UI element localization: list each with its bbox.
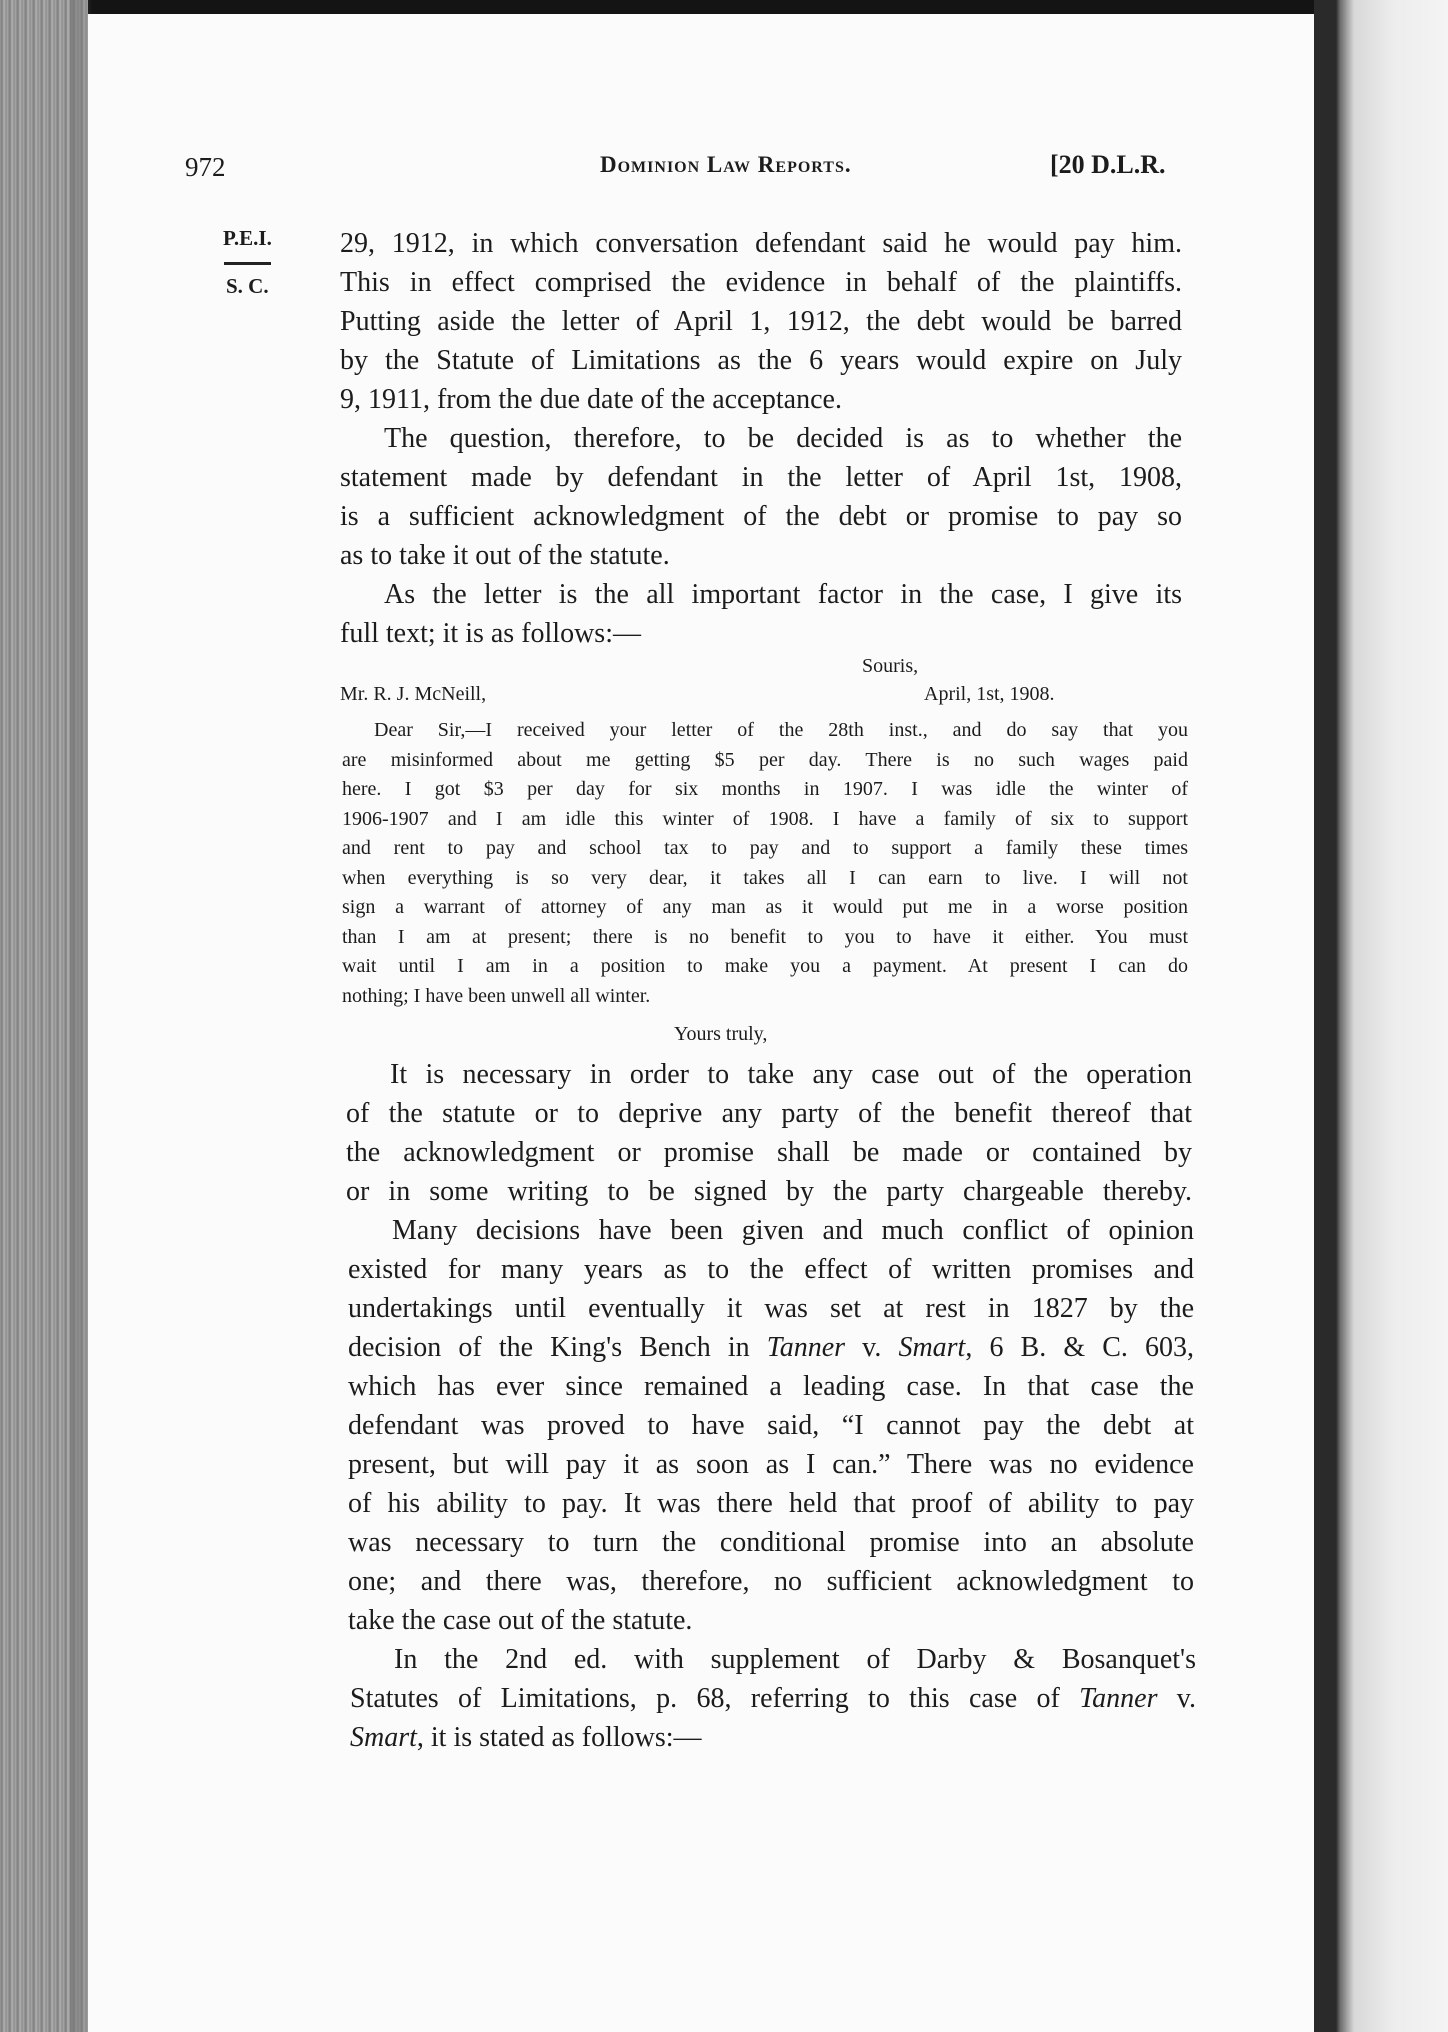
text-line-with-citation [348, 1328, 1194, 1367]
text-line: by the Statute of Limitations as the 6 years would expire on July [340, 345, 1182, 376]
book-fore-edge [1314, 0, 1448, 2032]
paragraph-continuation [340, 224, 1182, 424]
text-run: decision of the King's Bench in [348, 1332, 767, 1363]
text-line: undertakings until eventually it was set at rest in 1827 by the [348, 1293, 1194, 1324]
text-line: full text; it is as follows:— [340, 618, 641, 649]
case-name: Smart [350, 1722, 417, 1753]
text-line: 29, 1912, in which conversation defendant said he would pay him. [340, 228, 1182, 259]
text-line: Many decisions have been given and much conflict of opinion [392, 1215, 1194, 1246]
text-line: As the letter is the all important factor in the case, I give its [384, 579, 1182, 610]
text-line: the acknowledgment or promise shall be made or contained by [346, 1137, 1192, 1168]
text-line: is a sufficient acknowledgment of the debt or promise to pay so [340, 501, 1182, 532]
text-line: one; and there was, therefore, no sufficient acknowledgment to [348, 1566, 1194, 1597]
volume-reference: [20 D.L.R. [1050, 150, 1166, 179]
text-line: It is necessary in order to take any case out of the operation [390, 1059, 1192, 1090]
running-title: Dominion Law Reports. [600, 152, 852, 177]
text-line: of his ability to pay. It was there held that proof of ability to pay [348, 1488, 1194, 1519]
letter-line: are misinformed about me getting $5 per day. There is no such wages paid [342, 748, 1188, 771]
letter-line: and rent to pay and school tax to pay and to support a family these times [342, 837, 1188, 859]
letter-line: here. I got $3 per day for six months in 1907. I was idle the winter of [342, 778, 1188, 800]
letter-addressee: Mr. R. J. McNeill, [340, 683, 487, 705]
text-line: of the statute or to deprive any party of the benefit thereof that [346, 1098, 1192, 1129]
case-name: Tanner [766, 1332, 846, 1363]
scan-top-border [0, 0, 1448, 14]
text-line: 9, 1911, from the due date of the acceptance. [340, 384, 842, 415]
case-name: Tanner [1079, 1683, 1158, 1714]
text-line: existed for many years as to the effect of written promises and [348, 1254, 1194, 1285]
text-line: statement made by defendant in the letter of April 1st, 1908, [340, 462, 1182, 493]
text-line: This in effect comprised the evidence in behalf of the plaintiffs. [340, 267, 1182, 298]
page-number: 972 [185, 152, 226, 182]
text-line-with-citation [350, 1718, 1196, 1757]
letter-closing: Yours truly, [674, 1023, 768, 1045]
text-run: v. [845, 1332, 899, 1363]
text-line: defendant was proved to have said, “I cannot pay the debt at [348, 1410, 1194, 1441]
paragraph-necessity [346, 1055, 1192, 1215]
paragraph-letter-intro [340, 575, 1182, 655]
letter-body [342, 716, 1188, 1016]
letter-line: sign a warrant of attorney of any man as it would put me in a worse position [342, 896, 1188, 918]
letter-date: April, 1st, 1908. [924, 683, 1055, 705]
text-run: v. [1157, 1683, 1196, 1714]
text-line: The question, therefore, to be decided is as to whether the [384, 423, 1182, 454]
text-line: as to take it out of the statute. [340, 540, 670, 571]
text-run: , it is stated as follows:— [416, 1722, 702, 1753]
letter-place: Souris, [862, 655, 919, 677]
text-line: present, but will pay it as soon as I can.” There was no evidence [348, 1449, 1194, 1480]
paragraph-question [340, 419, 1182, 579]
letter-line: nothing; I have been unwell all winter. [342, 984, 651, 1007]
side-note-court: P.E.I. [223, 226, 272, 250]
letter-line: 1906-1907 and I am idle this winter of 1908. I have a family of six to support [342, 807, 1188, 830]
text-run: Statutes of Limitations, p. 68, referring to this case of [350, 1683, 1080, 1714]
text-line-with-citation [350, 1679, 1196, 1718]
side-note-rule [224, 262, 271, 265]
side-note-court-level: S. C. [226, 274, 269, 298]
letter-line: Dear Sir,—I received your letter of the 28th inst., and do say that you [374, 719, 1188, 741]
letter-line: wait until I am in a position to make you a payment. At present I can do [342, 955, 1188, 977]
text-line: which has ever since remained a leading case. In that case the [348, 1371, 1194, 1402]
text-line: Putting aside the letter of April 1, 1912, the debt would be barred [340, 306, 1182, 337]
letter-line: when everything is so very dear, it takes all I can earn to live. I will not [342, 866, 1188, 889]
text-line: take the case out of the statute. [348, 1605, 693, 1636]
text-line: was necessary to turn the conditional promise into an absolute [348, 1527, 1194, 1558]
paragraph-darby-bosanquet [350, 1640, 1196, 1760]
text-run: , 6 B. & C. 603, [965, 1332, 1194, 1363]
paragraph-decisions [348, 1211, 1194, 1651]
text-line: In the 2nd ed. with supplement of Darby & Bosanquet's [394, 1644, 1196, 1675]
case-name: Smart [898, 1332, 966, 1363]
letter-line: than I am at present; there is no benefit to you to have it either. You must [342, 925, 1188, 948]
text-line: or in some writing to be signed by the party chargeable thereby. [346, 1176, 1192, 1207]
